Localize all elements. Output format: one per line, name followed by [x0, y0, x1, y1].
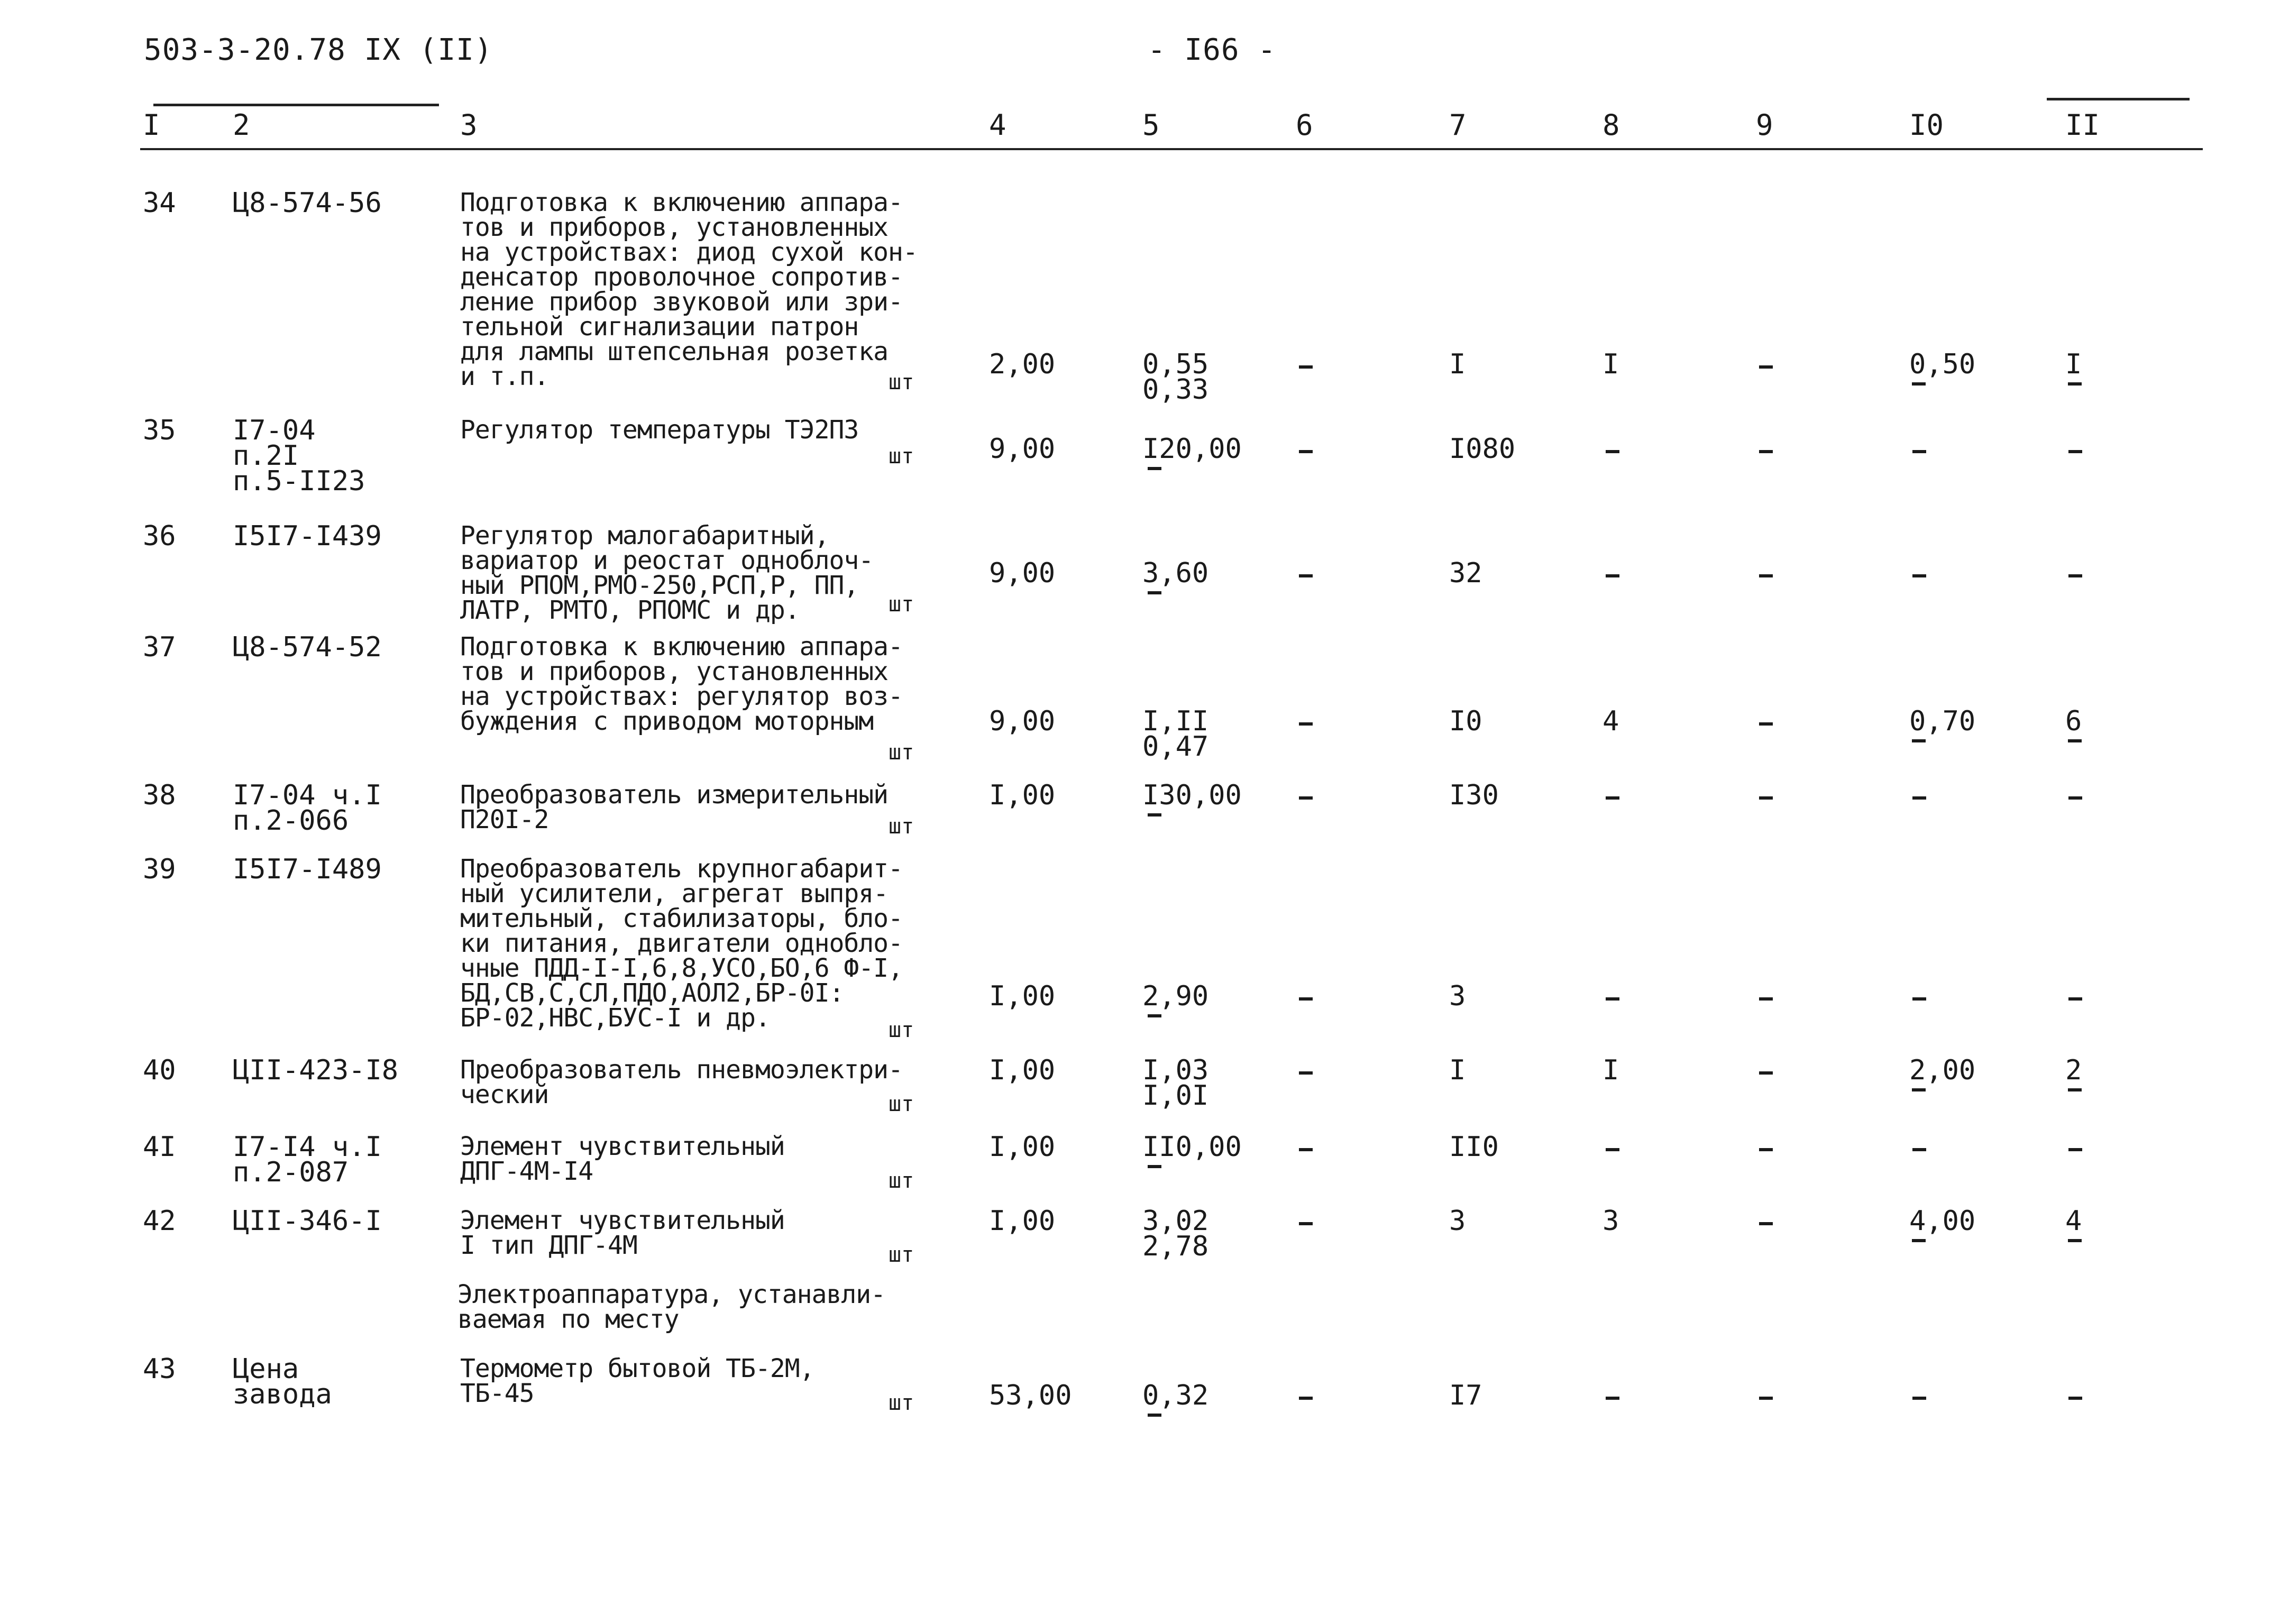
- row-unit: шт: [889, 444, 914, 469]
- row-number: 43: [143, 1353, 176, 1385]
- col5-sub-dash: [1148, 1014, 1161, 1017]
- col8-value: [1606, 796, 1619, 800]
- row-code: ЦII-346-I: [233, 1205, 382, 1237]
- col7-value: 32: [1449, 557, 1482, 589]
- column-header-10: I0: [1909, 108, 1944, 142]
- col5-value: I20,00: [1142, 433, 1242, 465]
- row-unit: шт: [889, 1169, 914, 1193]
- col5-sub-dash: [1148, 1165, 1161, 1168]
- col5-value: II0,00: [1142, 1131, 1242, 1163]
- column-header-11: II: [2065, 108, 2100, 142]
- col6-value: [1299, 574, 1313, 577]
- col9-value: [1759, 1071, 1773, 1075]
- row-number: 42: [143, 1205, 176, 1237]
- header-top-rule-right: [2047, 98, 2190, 100]
- col10-value: 0,50: [1909, 348, 1976, 380]
- row-description: Преобразователь крупногабарит- ный усилители, агрегат выпря- мительный, стабилизаторы, бло- ки питания, двигатели однобло- чные ПДД-I-I,6,8,УСО,БО,6 Ф-I, БД,СВ,С,СЛ,ПДО,АОЛ2,БР-0I: БР-02,НВС,БУС-I и др.: [460, 854, 903, 1033]
- row-unit: шт: [889, 740, 914, 765]
- col11-value: [2068, 1397, 2082, 1400]
- column-header-3: 3: [460, 108, 478, 142]
- col4-value: I,00: [989, 1205, 1056, 1237]
- col7-value: I7: [1449, 1380, 1482, 1411]
- row-code: Ц8-574-52: [233, 631, 382, 663]
- col5-sub-dash: [1148, 1414, 1161, 1417]
- col5-value: I,II: [1142, 705, 1209, 737]
- col8-value: I: [1603, 1054, 1619, 1086]
- page-number: - I66 -: [1148, 33, 1277, 67]
- col7-value: I30: [1449, 779, 1499, 811]
- col5-value: I30,00: [1142, 779, 1242, 811]
- col7-value: I0: [1449, 705, 1482, 737]
- col8-value: [1606, 997, 1619, 1001]
- col5-sub-value: 0,47: [1142, 731, 1209, 763]
- row-unit: шт: [889, 370, 914, 394]
- row-code: ЦII-423-I8: [233, 1054, 399, 1086]
- row-description: Подготовка к включению аппара- тов и приборов, установленных на устройствах: диод сухой кон- денсатор проволочное сопротив- ление прибор звуковой или зри- тельной сигнализации патрон для лампы штепсельная розетка и т.п.: [460, 188, 918, 391]
- col11-value: 4: [2065, 1205, 2082, 1237]
- col8-value: [1606, 574, 1619, 577]
- row-code: I7-04 п.2I п.5-II23: [233, 415, 365, 497]
- col9-value: [1759, 1148, 1773, 1151]
- col11-sub-dash: [2068, 739, 2082, 742]
- document-code: 503-3-20.78 IX (II): [144, 33, 493, 67]
- row-code: Цена завода: [233, 1353, 332, 1410]
- col8-value: I: [1603, 348, 1619, 380]
- col7-value: I080: [1449, 433, 1516, 465]
- row-description: Преобразователь измерительный П20I-2: [460, 780, 889, 834]
- row-number: 38: [143, 779, 176, 811]
- col10-sub-dash: [1912, 382, 1926, 386]
- col8-value: 3: [1603, 1205, 1619, 1237]
- header-top-rule: [153, 104, 439, 106]
- col6-value: [1299, 796, 1313, 800]
- col4-value: I,00: [989, 1131, 1056, 1163]
- row-number: 36: [143, 520, 176, 552]
- col11-value: 6: [2065, 705, 2082, 737]
- row-number: 35: [143, 415, 176, 446]
- col6-value: [1299, 1148, 1313, 1151]
- col9-value: [1759, 450, 1773, 453]
- row-description: Термометр бытовой ТБ-2М, ТБ-45: [460, 1354, 814, 1408]
- col6-value: [1299, 365, 1313, 369]
- col11-value: [2068, 796, 2082, 800]
- col7-value: 3: [1449, 980, 1466, 1012]
- col8-value: [1606, 1148, 1619, 1151]
- col11-value: I: [2065, 348, 2082, 380]
- col5-value: 2,90: [1142, 980, 1209, 1012]
- col10-value: [1912, 450, 1926, 453]
- col10-value: [1912, 574, 1926, 577]
- col4-value: 53,00: [989, 1380, 1072, 1411]
- col9-value: [1759, 365, 1773, 369]
- col5-sub-value: 2,78: [1142, 1231, 1209, 1262]
- col11-value: [2068, 997, 2082, 1001]
- row-number: 37: [143, 631, 176, 663]
- row-description: Элемент чувствительный ДПГ-4М-I4: [460, 1132, 785, 1186]
- col10-sub-dash: [1912, 739, 1926, 742]
- col11-sub-dash: [2068, 382, 2082, 386]
- column-header-8: 8: [1603, 108, 1620, 142]
- col10-value: [1912, 997, 1926, 1001]
- row-description: Регулятор температуры ТЭ2П3: [460, 415, 859, 445]
- col5-value: 0,32: [1142, 1380, 1209, 1411]
- row-number: 39: [143, 854, 176, 885]
- col7-value: I: [1449, 1054, 1466, 1086]
- col5-value: I,03: [1142, 1054, 1209, 1086]
- col6-value: [1299, 997, 1313, 1001]
- row-unit: шт: [889, 1018, 914, 1042]
- col6-value: [1299, 450, 1313, 453]
- col11-value: [2068, 1148, 2082, 1151]
- row-unit: шт: [889, 1243, 914, 1267]
- col5-sub-value: 0,33: [1142, 374, 1209, 406]
- row-unit: шт: [889, 1391, 914, 1415]
- col10-value: [1912, 1397, 1926, 1400]
- col9-value: [1759, 796, 1773, 800]
- section-heading: Электроаппаратура, устанавли- ваемая по месту: [457, 1280, 886, 1334]
- column-header-7: 7: [1449, 108, 1467, 142]
- row-number: 34: [143, 187, 176, 219]
- col4-value: 2,00: [989, 348, 1056, 380]
- col4-value: I,00: [989, 980, 1056, 1012]
- col11-sub-dash: [2068, 1088, 2082, 1091]
- col9-value: [1759, 574, 1773, 577]
- column-header-9: 9: [1756, 108, 1773, 142]
- col4-value: I,00: [989, 779, 1056, 811]
- row-unit: шт: [889, 1092, 914, 1116]
- row-description: Элемент чувствительный I тип ДПГ-4М: [460, 1206, 785, 1260]
- col6-value: [1299, 1222, 1313, 1225]
- header-bottom-rule: [140, 148, 2203, 150]
- row-code: I7-04 ч.I п.2-066: [233, 779, 382, 837]
- col9-value: [1759, 997, 1773, 1001]
- row-number: 4I: [143, 1131, 176, 1163]
- col8-value: [1606, 450, 1619, 453]
- col6-value: [1299, 722, 1313, 726]
- col11-value: 2: [2065, 1054, 2082, 1086]
- column-header-1: I: [143, 108, 160, 142]
- col10-value: [1912, 1148, 1926, 1151]
- row-code: Ц8-574-56: [233, 187, 382, 219]
- col9-value: [1759, 722, 1773, 726]
- col10-value: 2,00: [1909, 1054, 1976, 1086]
- col7-value: II0: [1449, 1131, 1499, 1163]
- col4-value: 9,00: [989, 557, 1056, 589]
- col5-value: 3,60: [1142, 557, 1209, 589]
- col5-sub-dash: [1148, 467, 1161, 470]
- col5-sub-value: I,0I: [1142, 1080, 1209, 1112]
- col9-value: [1759, 1397, 1773, 1400]
- row-code: I7-I4 ч.I п.2-087: [233, 1131, 382, 1188]
- row-code: I5I7-I439: [233, 520, 382, 552]
- col7-value: I: [1449, 348, 1466, 380]
- col8-value: [1606, 1397, 1619, 1400]
- row-code: I5I7-I489: [233, 854, 382, 885]
- col5-value: 3,02: [1142, 1205, 1209, 1237]
- col4-value: I,00: [989, 1054, 1056, 1086]
- column-header-6: 6: [1296, 108, 1313, 142]
- col6-value: [1299, 1071, 1313, 1075]
- col4-value: 9,00: [989, 433, 1056, 465]
- col10-value: 4,00: [1909, 1205, 1976, 1237]
- col7-value: 3: [1449, 1205, 1466, 1237]
- column-header-5: 5: [1142, 108, 1160, 142]
- col10-sub-dash: [1912, 1088, 1926, 1091]
- col11-value: [2068, 574, 2082, 577]
- col9-value: [1759, 1222, 1773, 1225]
- col10-sub-dash: [1912, 1239, 1926, 1242]
- column-header-2: 2: [233, 108, 250, 142]
- row-unit: шт: [889, 592, 914, 617]
- col11-sub-dash: [2068, 1239, 2082, 1242]
- row-number: 40: [143, 1054, 176, 1086]
- col10-value: [1912, 796, 1926, 800]
- row-description: Регулятор малогабаритный, вариатор и реостат одноблоч- ный РПОМ,РМО-250,РСП,Р, ПП, ЛАТР, РМТО, РПОМС и др.: [460, 521, 874, 625]
- row-description: Подготовка к включению аппара- тов и приборов, установленных на устройствах: регулятор воз- буждения с приводом моторным: [460, 632, 903, 736]
- col5-value: 0,55: [1142, 348, 1209, 380]
- col11-value: [2068, 450, 2082, 453]
- col4-value: 9,00: [989, 705, 1056, 737]
- col8-value: 4: [1603, 705, 1619, 737]
- col6-value: [1299, 1397, 1313, 1400]
- col5-sub-dash: [1148, 813, 1161, 816]
- col10-value: 0,70: [1909, 705, 1976, 737]
- column-header-4: 4: [989, 108, 1006, 142]
- col5-sub-dash: [1148, 591, 1161, 594]
- row-description: Преобразователь пневмоэлектри- ческий: [460, 1055, 903, 1109]
- row-unit: шт: [889, 814, 914, 839]
